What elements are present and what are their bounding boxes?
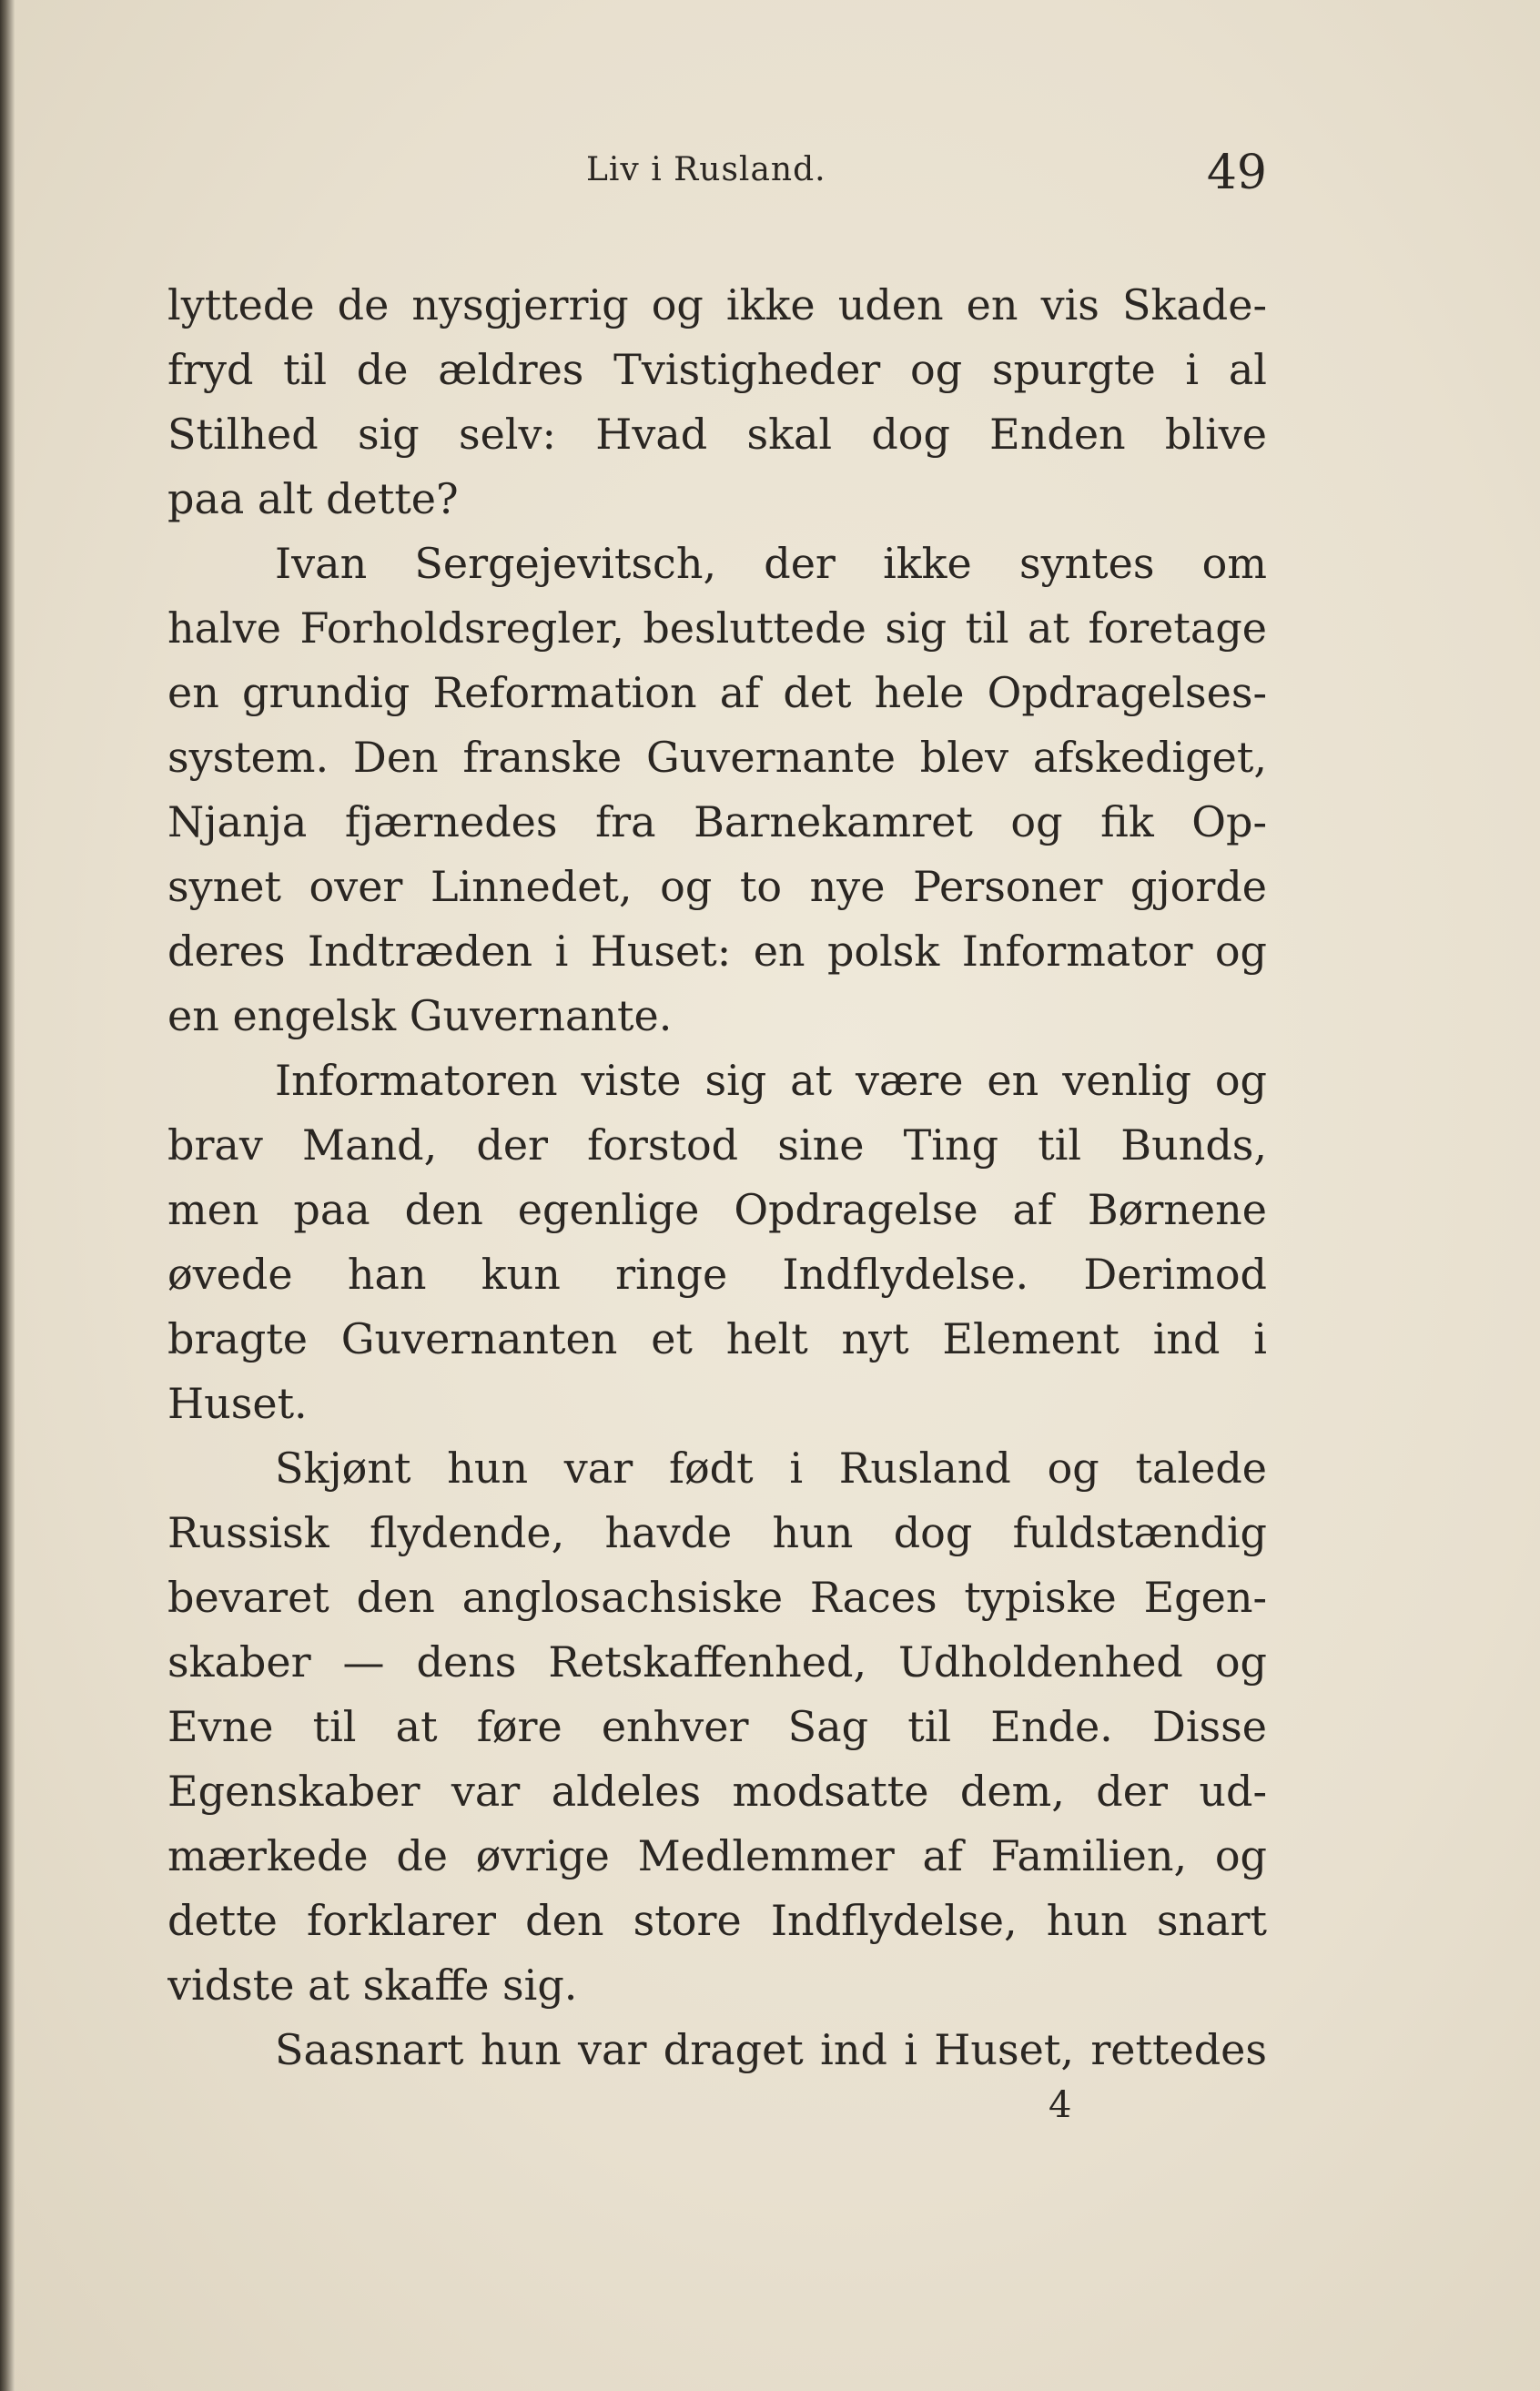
text-line: Egenskaber var aldeles modsatte dem, der ud-: [167, 1767, 1267, 1816]
text-line: deres Indtræden i Huset: en polsk Informator og: [167, 927, 1267, 976]
text-line: lyttede de nysgjerrig og ikke uden en vis Skade-: [167, 280, 1267, 329]
text-line: Skjønt hun var født i Rusland og talede: [275, 1444, 1267, 1493]
text-line: Saasnart hun var draget ind i Huset, rettedes: [275, 2025, 1267, 2074]
text-line: en engelsk Guvernante.: [167, 991, 673, 1040]
text-line: mærkede de øvrige Medlemmer af Familien, og: [167, 1831, 1267, 1880]
text-line: vidste at skaffe sig.: [167, 1960, 578, 2010]
text-line: øvede han kun ringe Indflydelse. Derimod: [167, 1250, 1267, 1299]
page-number: 49: [1206, 146, 1267, 200]
text-line: Evne til at føre enhver Sag til Ende. Disse: [167, 1702, 1267, 1751]
signature-mark: 4: [1049, 2084, 1072, 2126]
text-line: en grundig Reformation af det hele Opdragelses-: [167, 668, 1267, 717]
text-line: fryd til de ældres Tvistigheder og spurgte i al: [167, 345, 1267, 394]
text-line: brav Mand, der forstod sine Ting til Bunds,: [167, 1120, 1267, 1170]
text-line: synet over Linnedet, og to nye Personer gjorde: [167, 862, 1267, 911]
text-line: paa alt dette?: [167, 474, 459, 523]
text-line: system. Den franske Guvernante blev afskediget,: [167, 733, 1267, 782]
running-head: [167, 146, 1267, 209]
text-line: Njanja fjærnedes fra Barnekamret og fik Op-: [167, 797, 1267, 846]
text-line: Informatoren viste sig at være en venlig og: [275, 1056, 1267, 1105]
text-line: bevaret den anglosachsiske Races typiske Egen-: [167, 1573, 1267, 1622]
running-title: Liv i Rusland.: [586, 151, 826, 188]
text-line: men paa den egenlige Opdragelse af Børnene: [167, 1185, 1267, 1234]
text-line: halve Forholdsregler, besluttede sig til at foretage: [167, 603, 1267, 653]
text-line: bragte Guvernanten et helt nyt Element ind i: [167, 1314, 1267, 1363]
text-line: Ivan Sergejevitsch, der ikke syntes om: [275, 539, 1267, 588]
text-line: Huset.: [167, 1379, 308, 1428]
text-line: Russisk flydende, havde hun dog fuldstændig: [167, 1508, 1267, 1557]
page-edge-shadow: [0, 0, 15, 2391]
body-text: [167, 273, 1267, 2082]
text-line: dette forklarer den store Indflydelse, hun snart: [167, 1896, 1267, 1945]
text-line: skaber — dens Retskaffenhed, Udholdenhed og: [167, 1637, 1267, 1687]
text-line: Stilhed sig selv: Hvad skal dog Enden blive: [167, 410, 1267, 459]
